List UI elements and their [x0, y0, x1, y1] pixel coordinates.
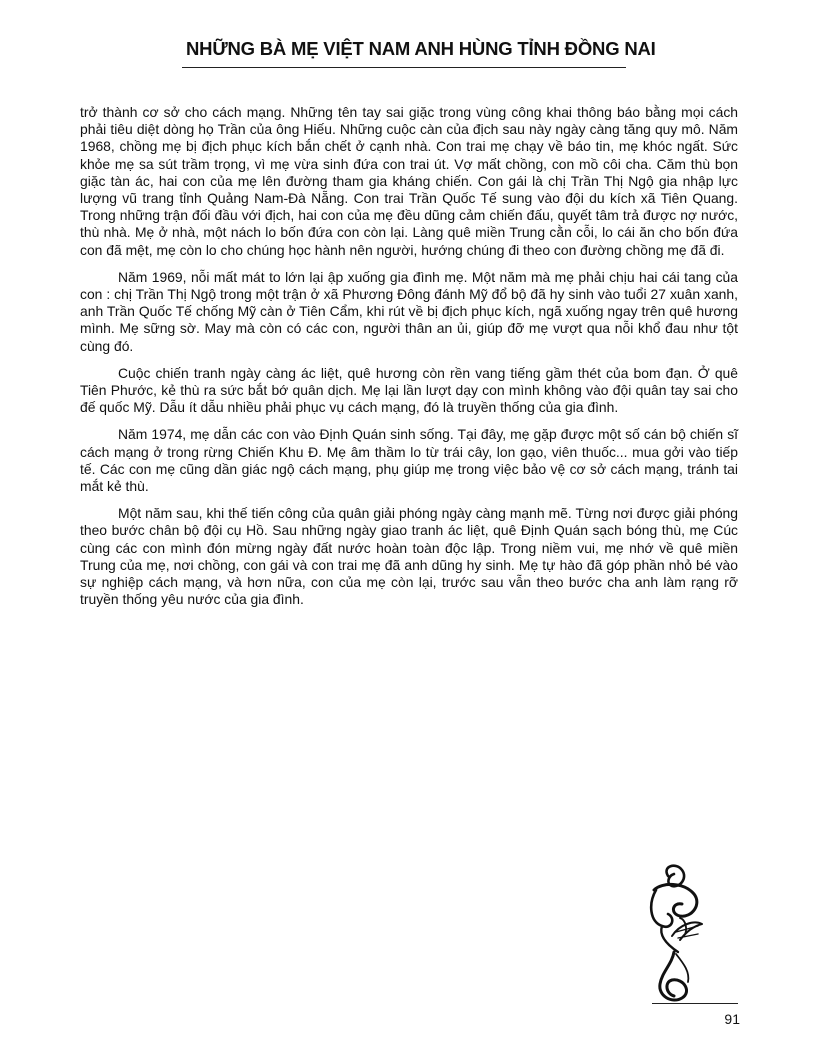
paragraph-2: Năm 1969, nỗi mất mát to lớn lại ập xuống gia đình mẹ. Một năm mà mẹ phải chịu hai cái tang của con : chị Trần Thị Ngộ trong một trận ở xã Phương Đông đánh Mỹ đổ bộ đã hy sinh vào tuổi 27 xuân xanh, anh Trần Quốc Tế chống Mỹ càn ở Tiên Cẩm, khi rút về bị địch phục kích, ngã xuống ngay trên quê hương mình. Mẹ sững sờ. May mà còn có các con, người thân an ủi, giúp đỡ mẹ vượt qua nỗi khổ đau như tột cùng đó. — [80, 268, 738, 354]
paragraph-3: Cuộc chiến tranh ngày càng ác liệt, quê hương còn rền vang tiếng gầm thét của bom đạn. Ở quê Tiên Phước, kẻ thù ra sức bắt bớ quân dịch. Mẹ lại lần lượt dạy con mình không vào đội quân tay sai cho đế quốc Mỹ. Dẫu ít dẫu nhiều phải phục vụ cách mạng, đó là truyền thống của gia đình. — [80, 364, 738, 416]
paragraph-4: Năm 1974, mẹ dẫn các con vào Định Quán sinh sống. Tại đây, mẹ gặp được một số cán bộ chiến sĩ cách mạng ở trong rừng Chiến Khu Đ. Mẹ âm thầm lo từ trái cây, lon gạo, viên thuốc... mua gởi vào tiếp tế. Các con mẹ cũng dần giác ngộ cách mạng, phụ giúp mẹ trong việc bảo vệ cơ sở cách mạng, tránh tai mắt kẻ thù. — [80, 426, 738, 495]
running-header-title: NHỮNG BÀ MẸ VIỆT NAM ANH HÙNG TỈNH ĐỒNG NAI — [186, 38, 656, 59]
paragraph-5: Một năm sau, khi thế tiến công của quân giải phóng ngày càng mạnh mẽ. Từng nơi được giải phóng theo bước chân bộ đội cụ Hồ. Sau những ngày giao tranh ác liệt, quê Định Quán sạch bóng thù, mẹ Cúc cùng các con mình đón mừng ngày đất nước hoàn toàn độc lập. Trong niềm vui, mẹ nhớ về quê miền Trung của mẹ, nơi chồng, con gái và con trai mẹ đã anh dũng hy sinh. Mẹ tự hào đã góp phần nhỏ bé vào sự nghiệp cách mạng, và hơn nữa, con của mẹ còn lại, trước sau vẫn theo bước cha anh làm rạng rỡ truyền thống yêu nước của gia đình. — [80, 505, 738, 608]
header-divider — [182, 67, 626, 68]
paragraph-1: trở thành cơ sở cho cách mạng. Những tên tay sai giặc trong vùng công khai thông báo bằng mọi cách phải tiêu diệt dòng họ Trần của ông Hiếu. Những cuộc càn của địch sau này ngày càng tăng quy mô. Năm 1968, chồng mẹ bị địch phục kích bắn chết ở cạnh nhà. Con trai mẹ chạy về báo tin, mẹ khóc ngất. Sức khỏe mẹ sa sút trầm trọng, vì mẹ vừa sinh đứa con trai út. Vợ mất chồng, con mồ côi cha. Căm thù bọn giặc tàn ác, hai con của mẹ lên đường tham gia kháng chiến. Con gái là chị Trần Thị Ngộ gia nhập lực lượng vũ trang tỉnh Quảng Nam-Đà Nẵng. Con trai Trần Quốc Tế sung vào đội du kích xã Tiên Quang. Trong những trận đối đầu với địch, hai con của mẹ đều dũng cảm chiến đấu, quyết tâm trả được nợ nước, thù nhà. Mẹ ở nhà, một nách lo bốn đứa con còn lại. Làng quê miền Trung cằn cỗi, lo cái ăn cho bốn đứa con đã mệt, mẹ còn lo cho chúng học hành nên người, hướng chúng đi theo con đường chồng mẹ đã đi. — [80, 104, 738, 258]
handwritten-signature — [632, 860, 712, 1010]
page-number: 91 — [724, 1011, 740, 1027]
footer-divider — [652, 1003, 738, 1004]
body-text — [80, 104, 738, 618]
